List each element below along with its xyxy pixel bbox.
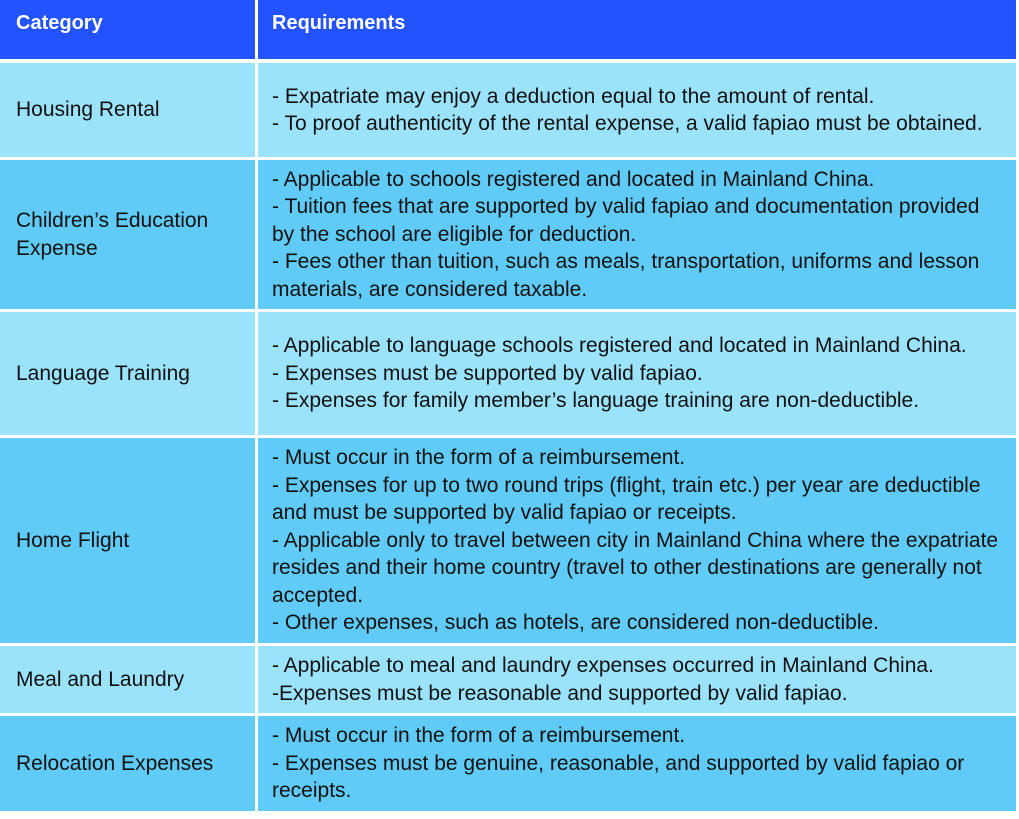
category-cell: Housing Rental (0, 63, 255, 157)
requirements-cell (258, 438, 1016, 643)
header-requirements: Requirements (258, 0, 1016, 59)
requirement-line: - Expenses must be supported by valid fapiao. (272, 361, 703, 385)
requirement-line: - Fees other than tuition, such as meals, transportation, uniforms and lesson materials, are considered taxable. (272, 250, 980, 301)
category-cell: Language Training (0, 312, 255, 435)
table-row (0, 160, 1019, 309)
category-cell: Children’s Education Expense (0, 160, 255, 309)
category-cell: Home Flight (0, 438, 255, 643)
requirement-line: - Expatriate may enjoy a deduction equal to the amount of rental. (272, 84, 875, 108)
category-cell: Relocation Expenses (0, 716, 255, 811)
requirement-line: - Applicable to language schools registered and located in Mainland China. (272, 334, 967, 358)
requirement-line: - Expenses for up to two round trips (flight, train etc.) per year are deductible and must be supported by valid fapiao or receipts. (272, 473, 981, 525)
table-row (0, 63, 1019, 157)
requirement-line: - Expenses for family member’s language training are non-deductible. (272, 389, 920, 413)
requirement-line: - Must occur in the form of a reimbursement. (272, 724, 686, 748)
table-row (0, 716, 1019, 811)
requirement-line: - Applicable only to travel between city in Mainland China where the expatriate resides and their home country (travel to other destinations are generally not accepted. (272, 528, 999, 607)
table-row (0, 438, 1019, 643)
category-cell: Meal and Laundry (0, 646, 255, 713)
requirement-line: - Tuition fees that are supported by valid fapiao and documentation provided by the school are eligible for deduction. (272, 195, 980, 246)
requirement-line: - Other expenses, such as hotels, are considered non-deductible. (272, 611, 880, 635)
requirements-cell (258, 63, 1016, 157)
requirement-line: - Must occur in the form of a reimbursement. (272, 446, 686, 470)
requirements-cell (258, 160, 1016, 309)
requirement-line: - Applicable to meal and laundry expenses occurred in Mainland China. (272, 654, 934, 677)
table-row (0, 312, 1019, 435)
requirements-cell (258, 716, 1016, 811)
requirement-line: - Expenses must be genuine, reasonable, and supported by valid fapiao or receipts. (272, 751, 965, 803)
requirement-line: -Expenses must be reasonable and supported by valid fapiao. (272, 681, 848, 705)
requirement-line: - Applicable to schools registered and located in Mainland China. (272, 167, 875, 191)
table-row (0, 646, 1019, 713)
requirements-cell (258, 312, 1016, 435)
header-category: Category (0, 0, 255, 59)
table-header (0, 0, 1019, 59)
requirement-line: - To proof authenticity of the rental expense, a valid fapiao must be obtained. (272, 112, 983, 135)
requirements-cell (258, 646, 1016, 713)
